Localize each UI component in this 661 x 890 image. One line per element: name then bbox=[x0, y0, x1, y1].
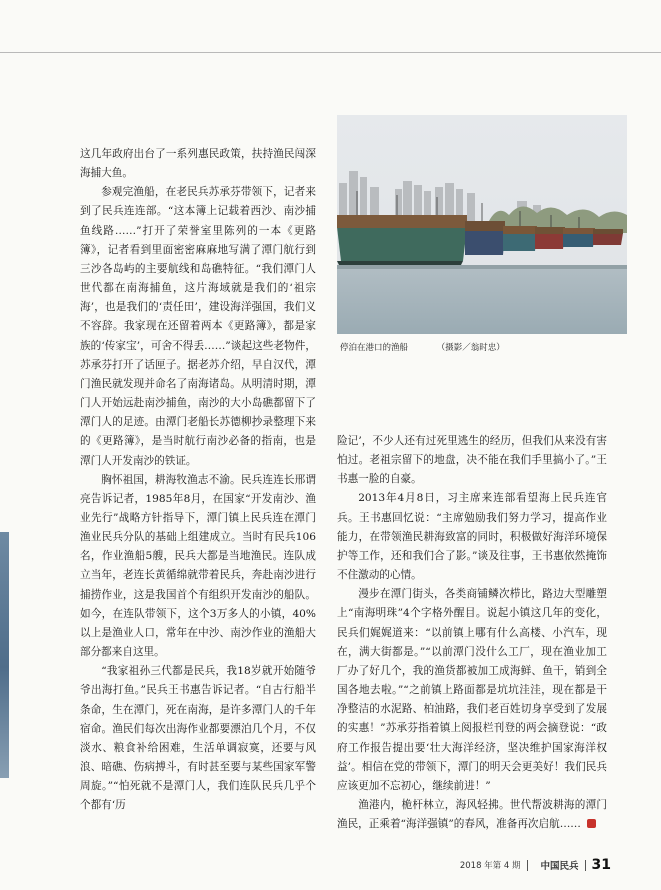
photo-caption-block bbox=[340, 341, 640, 353]
harbor-illustration bbox=[337, 115, 627, 334]
page-footer bbox=[460, 857, 611, 873]
closing-paragraph-text: 渔港内，桅杆林立，海风轻拂。世代帮波耕海的潭门渔民，正乘着“海洋强镇”的春风，准备再次启航…… bbox=[337, 798, 607, 831]
photo-caption: 停泊在港口的渔船 bbox=[340, 343, 409, 353]
article-end-mark-icon bbox=[587, 819, 596, 828]
article-right-column bbox=[337, 432, 607, 834]
right-paragraph-3: 漫步在潭门街头，各类商铺鳞次栉比，路边大型雕塑上“南海明珠”4个字格外醒目。说起小镇这几年的变化，民兵们娓娓道来：“以前镇上哪有什么高楼、小汽车，现在，满大街都是。”“以前潭门没什么工厂，现在渔业加工厂办了好几个，我的渔货都被加工成海鲜、鱼干，销到全国各地去啦。”“之前镇上路面都是坑坑洼洼，现在都是干净整洁的水泥路、柏油路，我们老百姓切身享受到了发展的实惠！”苏承芬指着镇上阅报栏刊登的两会摘登说：“政府工作报告提出要‘壮大海洋经济，坚决维护国家海洋权益’。相信在党的带领下，潭门的明天会更美好！我们民兵应该更加不忘初心，继续前进！” bbox=[337, 588, 607, 792]
right-paragraph-1: 险记’，不少人还有过死里逃生的经历，但我们从来没有害怕过。老祖宗留下的地盘，决不能在我们手里搞小了。”王书惠一脸的自豪。 bbox=[337, 435, 607, 486]
issue-label: 2018 年第 4 期 bbox=[459, 861, 521, 871]
article-left-column bbox=[80, 145, 316, 815]
right-paragraph-4 bbox=[337, 796, 607, 834]
page-number: 31 bbox=[591, 857, 611, 873]
fishing-boats-photo bbox=[337, 115, 627, 334]
left-paragraph-4: “我家祖孙三代都是民兵，我18岁就开始随爷爷出海打鱼。”民兵王书惠告诉记者。“自古行船半条命，生在潭门，死在南海，是许多潭门人的千年宿命。渔民们每次出海作业都要漂泊几个月，不仅淡水、粮食补给困难，生活单调寂寞，还要与风浪、暗礁、伤病搏斗，有时甚至要与某些国家军警周旋。”“怕死就不是潭门人，我们连队民兵几乎个个都有‘历 bbox=[80, 665, 316, 812]
left-paragraph-1: 这几年政府出台了一系列惠民政策，扶持渔民闯深海捕大鱼。 bbox=[80, 148, 316, 180]
right-paragraph-2: 2013年4月8日，习主席来连部看望海上民兵连官兵。王书惠回忆说：“主席勉励我们努力学习，提高作业能力，在带领渔民耕海致富的同时，积极做好海洋环境保护等工作，还和我们合了影。”谈及往事，王书惠依然掩饰不住激动的心情。 bbox=[337, 492, 607, 582]
header-rule bbox=[0, 52, 661, 53]
left-paragraph-2: 参观完渔船，在老民兵苏承芬带领下，记者来到了民兵连连部。“这本簿上记载着西沙、南沙捕鱼线路……”打开了荣誉室里陈列的一本《更路簿》，记者看到里面密密麻麻地写满了潭门航行到三沙各岛屿的主要航线和岛礁特征。“我们潭门人世代都在南海捕鱼，这片海域就是我们的‘祖宗海’，也是我们的‘责任田’，建设海洋强国，我们义不容辞。我家现在还留着两本《更路簿》，都是家族的‘传家宝’，可舍不得丢……”谈起这些老物件，苏承芬打开了话匣子。据老苏介绍，早自汉代，潭门渔民就发现并命名了南海诸岛。从明清时期，潭门人开始远赴南沙捕鱼，南沙的大小岛礁都留下了潭门人的足迹。由潭门老船长苏德柳抄录整理下来的《更路簿》，是当时航行南沙必备的指南，也是潭门人开发南沙的铁证。 bbox=[80, 186, 316, 467]
footer-divider bbox=[585, 860, 586, 871]
photo-credit: （摄影／翁时忠） bbox=[436, 343, 505, 353]
footer-divider bbox=[527, 860, 528, 871]
left-paragraph-3: 胸怀祖国，耕海牧渔志不渝。民兵连连长邢谓亮告诉记者，1985年8月，在国家“开发南沙、渔业先行”战略方针指导下，潭门镇上民兵连在潭门渔业民兵分队的基础上组建成立。当时有民兵106名，作业渔船5艘，民兵大都是当地渔民。连队成立当年，老连长黄循绵就带着民兵，奔赴南沙进行捕捞作业，这是我国首个有组织开发南沙的船队。如今，在连队带领下，这个3万多人的小镇，40%以上是渔业人口，常年在中沙、南沙作业的渔船大部分都来自这里。 bbox=[80, 473, 316, 659]
page-edge-color-tab bbox=[0, 532, 9, 778]
magazine-name: 中国民兵 bbox=[540, 861, 579, 872]
